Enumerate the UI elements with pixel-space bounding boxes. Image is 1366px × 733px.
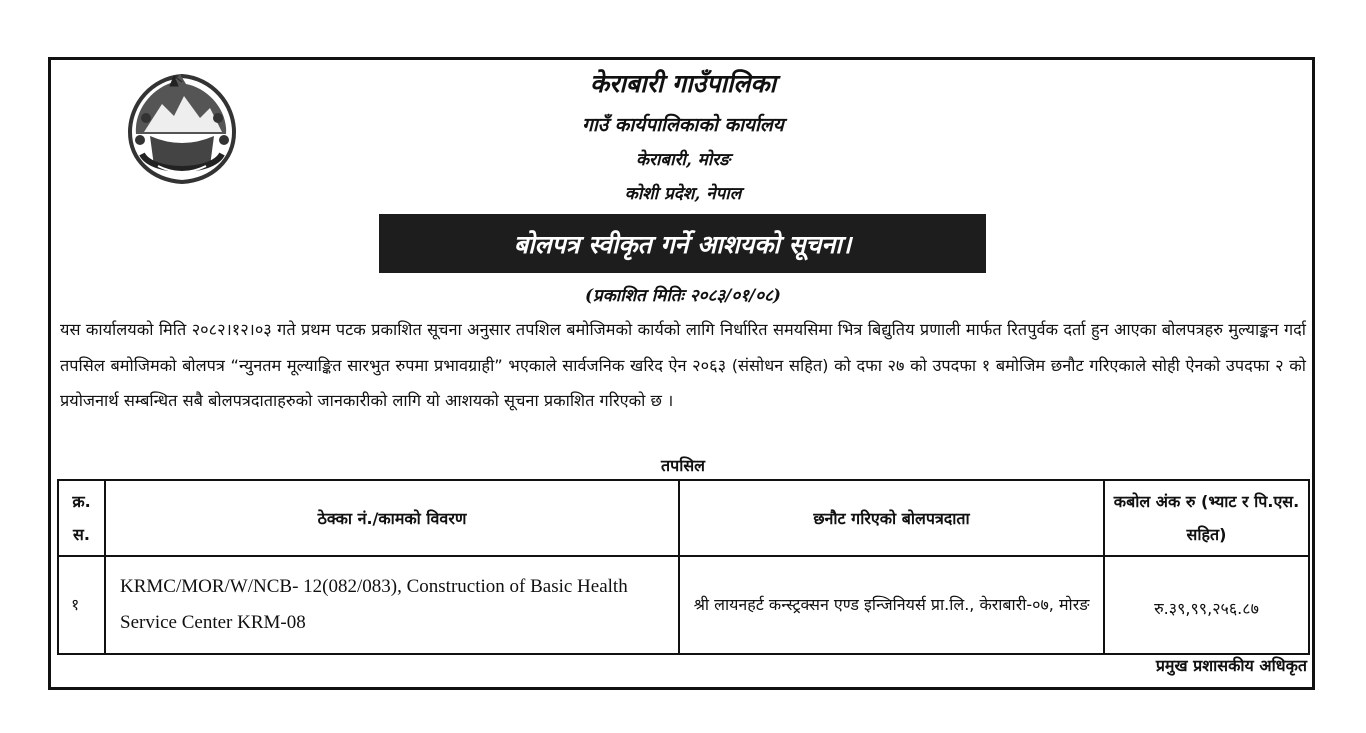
published-date: (प्रकाशित मितिः २०८३/०१/०८) <box>585 286 781 306</box>
office-location: केराबारी, मोरङ <box>635 150 731 170</box>
header-bidder: छनौट गरिएको बोलपत्रदाता <box>679 480 1104 556</box>
bid-table <box>57 479 1310 655</box>
province-country: कोशी प्रदेश, नेपाल <box>624 184 742 204</box>
notice-body: यस कार्यालयको मिति २०८२।१२।०३ गते प्रथम पटक प्रकाशित सूचना अनुसार तपशिल बमोजिमको कार्यको लागि निर्धारित समयसिमा भित्र बिद्युतिय प्रणाली मार्फत रितपुर्वक दर्ता हुन आएका बोलपत्रहरु मुल्याङ्कन गर्दा तपसिल बमोजिमको बोलपत्र “न्युनतम मूल्याङ्कित सारभुत रुपमा प्रभावग्राही” भएकाले सार्वजनिक खरिद ऐन २०६३ (संसोधन सहित) को दफा २७ को उपदफा १ बमोजिम छनौट गरिएकाले सोही ऐनको उपदफा २ को प्रयोजनार्थ सम्बन्धित सबै बोलपत्रदाताहरुको जानकारीको लागि यो आशयको सूचना प्रकाशित गरिएको छ । <box>60 320 1306 410</box>
notice-title: बोलपत्र स्वीकृत गर्ने आशयको सूचना। <box>513 229 852 259</box>
row-description: KRMC/MOR/W/NCB- 12(082/083), Construction of Basic Health Service Center KRM-08 <box>105 556 679 654</box>
org-name: केराबारी गाउँपालिका <box>589 69 777 98</box>
row-bidder: श्री लायनहर्ट कन्स्ट्रक्सन एण्ड इन्जिनियर्स प्रा.लि., केराबारी-०७, मोरङ <box>679 556 1104 654</box>
office-name: गाउँ कार्यपालिकाको कार्यालय <box>582 114 784 136</box>
signatory: प्रमुख प्रशासकीय अधिकृत <box>1155 656 1307 675</box>
header-amount: कबोल अंक रु (भ्याट र पि.एस. सहित) <box>1104 480 1309 556</box>
notice-title-banner <box>379 214 986 273</box>
section-heading: तपसिल <box>660 456 706 475</box>
table-row <box>58 556 1309 654</box>
row-amount: रु.३९,९९,२५६.८७ <box>1104 556 1309 654</box>
header-sn: क्र. स. <box>58 480 105 556</box>
header-description: ठेक्का नं./कामको विवरण <box>105 480 679 556</box>
row-sn: १ <box>58 556 105 654</box>
table-header-row <box>58 480 1309 556</box>
